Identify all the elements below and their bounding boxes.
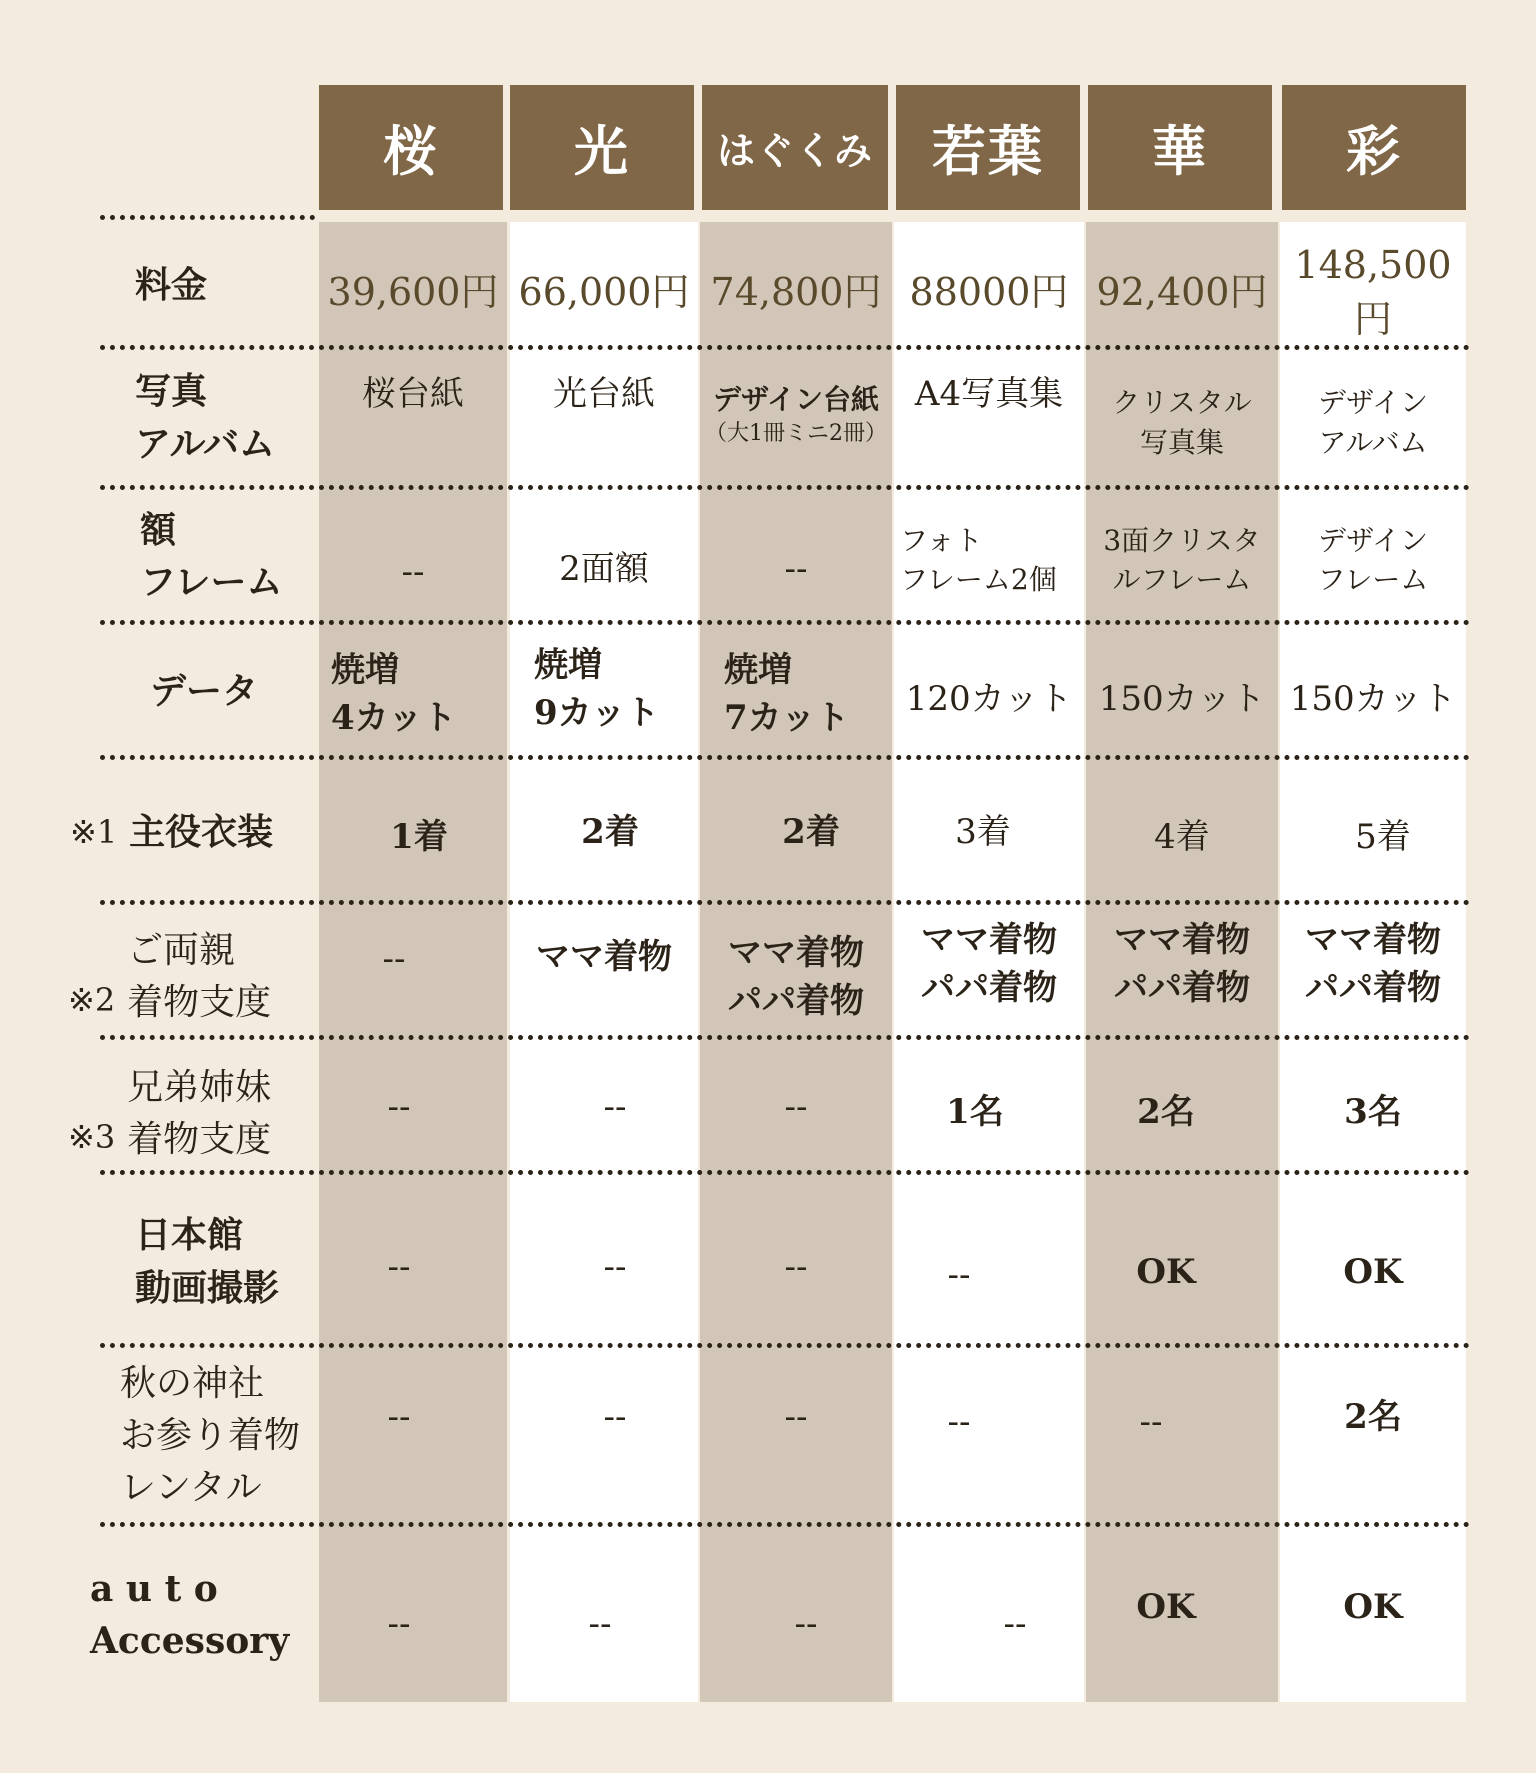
row-divider xyxy=(100,1522,1470,1527)
video-cell: OK xyxy=(1136,1251,1196,1292)
video-cell: -- xyxy=(947,1254,971,1295)
costume-cell: 1着 xyxy=(390,816,448,857)
album-cell xyxy=(700,360,892,470)
parents-kimono-cell: ママ着物 パパ着物 xyxy=(921,920,1057,1008)
album-cell: A4写真集 xyxy=(914,374,1064,415)
accessory-cell: -- xyxy=(387,1604,411,1645)
row-label-parents-kimono: ※2 ご両親 着物支度 xyxy=(68,929,272,1023)
siblings-kimono-cell: 2名 xyxy=(1137,1091,1195,1132)
plan-header-aya: 彩 xyxy=(1282,85,1466,210)
accessory-cell: OK xyxy=(1343,1586,1403,1627)
album-cell: 光台紙 xyxy=(553,374,655,415)
shrine-rental-cell: -- xyxy=(947,1401,971,1442)
note-mark: ※1 xyxy=(70,813,118,852)
price-cell: 92,400円 xyxy=(1096,269,1268,314)
plan-header-hikari: 光 xyxy=(510,85,694,210)
parents-kimono-cell: -- xyxy=(382,939,406,980)
data-cell: 焼増 7カット xyxy=(724,650,850,738)
row-label-siblings-kimono: ※3 兄弟姉妹 着物支度 xyxy=(68,1066,272,1160)
parents-kimono-cell: ママ着物 xyxy=(536,936,672,977)
price-cell: 66,000円 xyxy=(518,269,690,314)
shrine-rental-cell: -- xyxy=(603,1396,627,1437)
row-label-data: データ xyxy=(150,670,259,713)
plan-header-hana: 華 xyxy=(1088,85,1272,210)
frame-cell: -- xyxy=(784,549,808,590)
album-main-text: デザイン台紙 xyxy=(712,383,880,416)
album-sub-text: （大1冊ミニ2冊） xyxy=(705,421,887,447)
video-cell: -- xyxy=(784,1246,808,1287)
album-cell: クリスタル 写真集 xyxy=(1112,386,1252,459)
price-cell: 39,600円 xyxy=(327,269,499,314)
siblings-kimono-cell: -- xyxy=(603,1086,627,1127)
row-label-auto-accessory: a u t o Accessory xyxy=(90,1567,290,1662)
accessory-cell: OK xyxy=(1136,1586,1196,1627)
video-cell: OK xyxy=(1343,1251,1403,1292)
parents-kimono-cell: ママ着物 パパ着物 xyxy=(1305,920,1441,1008)
plan-header-hagukumi: はぐくみ xyxy=(702,85,888,210)
row-label-autumn-shrine: 秋の神社 お参り着物 レンタル xyxy=(120,1362,301,1509)
video-cell: -- xyxy=(603,1246,627,1287)
price-cell: 148,500円 xyxy=(1294,243,1452,341)
siblings-kimono-cell: -- xyxy=(387,1086,411,1127)
shrine-rental-cell: 2名 xyxy=(1344,1396,1402,1437)
note-mark: ※3 xyxy=(68,1117,116,1156)
row-label-price: 料金 xyxy=(135,263,208,306)
siblings-kimono-cell: 1名 xyxy=(946,1091,1004,1132)
note-mark: ※2 xyxy=(68,980,116,1019)
data-cell: 150カット xyxy=(1289,679,1457,720)
video-cell: -- xyxy=(387,1246,411,1287)
parents-kimono-cell: ママ着物 パパ着物 xyxy=(1114,920,1250,1008)
costume-cell: 3着 xyxy=(955,811,1011,852)
row-divider xyxy=(100,215,315,220)
costume-cell: 2着 xyxy=(782,811,840,852)
row-divider xyxy=(100,1343,1470,1348)
album-cell: 桜台紙 xyxy=(362,374,464,415)
row-label-video: 日本館 動画撮影 xyxy=(135,1214,280,1309)
frame-cell: -- xyxy=(401,551,425,592)
row-divider xyxy=(100,485,1470,490)
siblings-kimono-cell: 3名 xyxy=(1344,1091,1402,1132)
data-cell: 150カット xyxy=(1098,679,1266,720)
costume-cell: 2着 xyxy=(581,811,639,852)
accessory-cell: -- xyxy=(588,1604,612,1645)
parents-kimono-cell: ママ着物 パパ着物 xyxy=(728,933,864,1021)
data-cell: 焼増 4カット xyxy=(331,650,457,738)
frame-cell: 3面クリスタ ルフレーム xyxy=(1103,523,1261,596)
frame-cell: フォト フレーム2個 xyxy=(900,523,1057,596)
plan-header-wakaba: 若葉 xyxy=(896,85,1080,210)
frame-cell: 2面額 xyxy=(559,549,649,590)
row-label-photo-album: 写真 アルバム xyxy=(135,370,276,465)
plan-header-sakura: 桜 xyxy=(319,85,503,210)
album-cell: デザイン アルバム xyxy=(1317,386,1429,459)
siblings-kimono-cell: -- xyxy=(784,1086,808,1127)
row-label-frame: 額 フレーム xyxy=(140,508,283,603)
data-cell: 120カット xyxy=(905,679,1073,720)
accessory-cell: -- xyxy=(794,1604,818,1645)
costume-cell: 4着 xyxy=(1154,816,1210,857)
price-cell: 88000円 xyxy=(909,269,1069,314)
frame-cell: デザイン フレーム xyxy=(1317,523,1429,596)
shrine-rental-cell: -- xyxy=(784,1396,808,1437)
accessory-cell: -- xyxy=(1003,1604,1027,1645)
shrine-rental-cell: -- xyxy=(387,1396,411,1437)
shrine-rental-cell: -- xyxy=(1139,1401,1163,1442)
row-label-main-costume: ※1 主役衣装 xyxy=(60,765,330,900)
data-cell: 焼増 9カット xyxy=(534,645,660,733)
price-cell: 74,800円 xyxy=(710,269,882,314)
costume-cell: 5着 xyxy=(1355,816,1411,857)
